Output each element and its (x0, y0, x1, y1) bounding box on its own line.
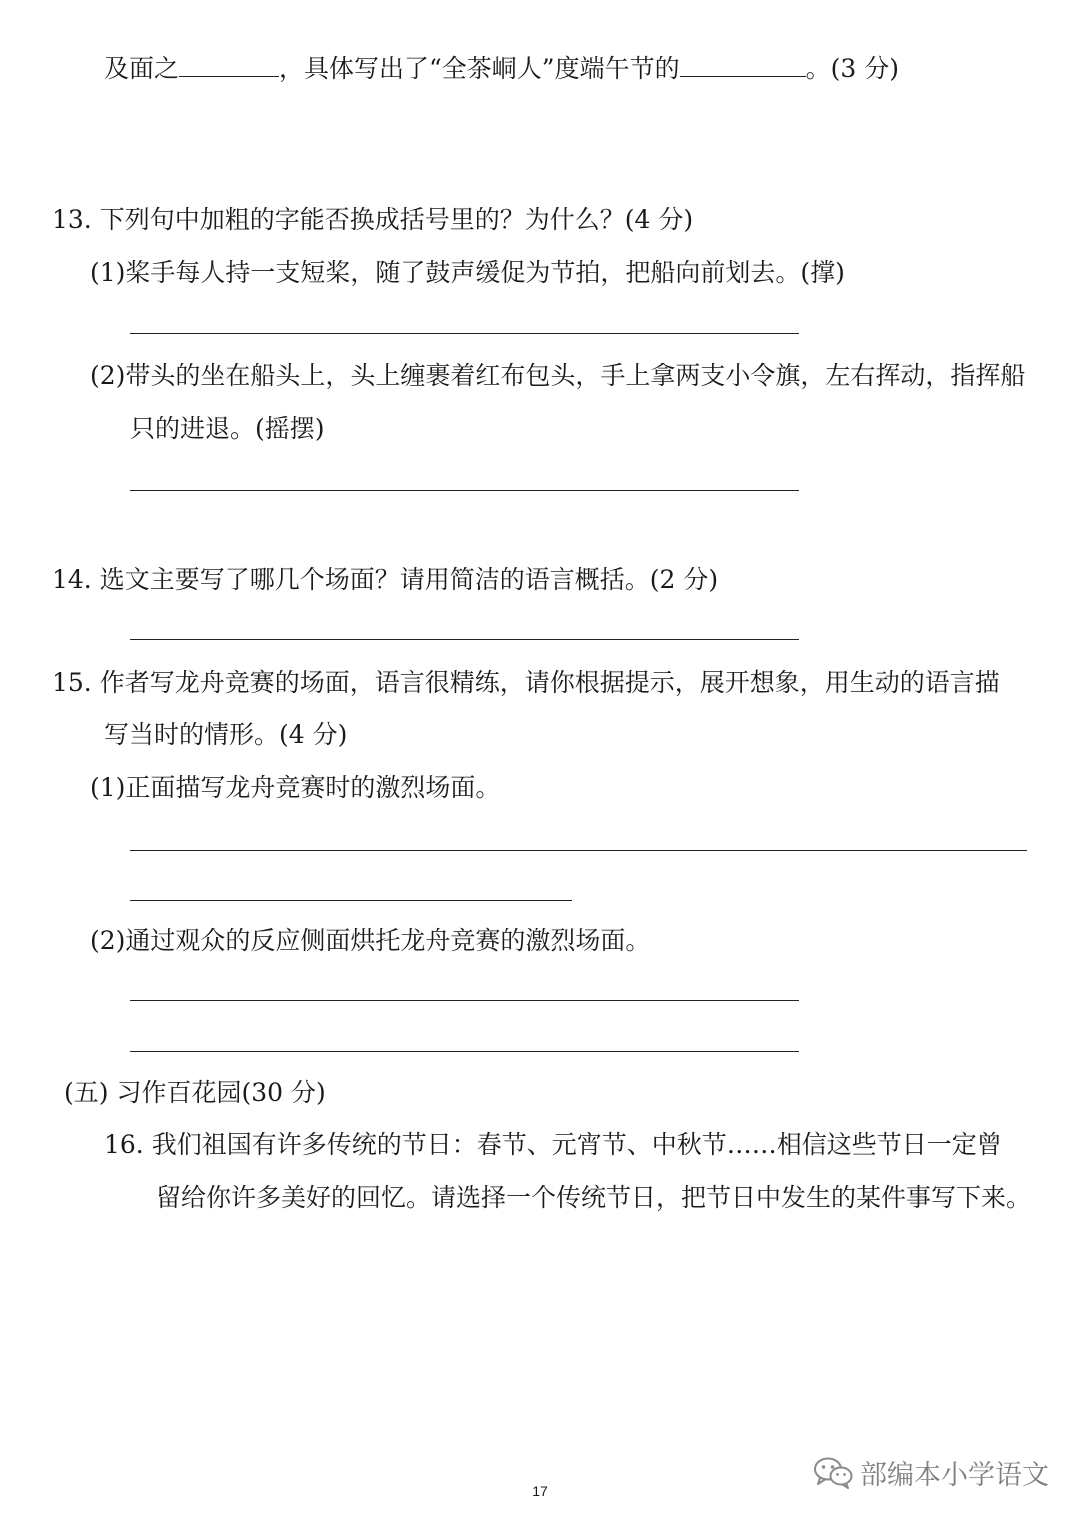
question-13-item-1: (1)桨手每人持一支短桨，随了鼓声缓促为节拍，把船向前划去。(撑) (90, 258, 845, 287)
answer-line[interactable] (130, 850, 1027, 851)
question-15-prompt: 15. 作者写龙舟竞赛的场面，语言很精练，请你根据提示，展开想象，用生动的语言描 (52, 668, 1000, 697)
text-fragment: ，具体写出了“全茶峒人”度端午节的 (279, 54, 680, 83)
text-fragment: 。(3 分) (805, 54, 899, 83)
question-16-prompt: 16. 我们祖国有许多传统的节日：春节、元宵节、中秋节……相信这些节日一定曾 (104, 1130, 1002, 1159)
question-15-prompt-cont: 写当时的情形。(4 分) (104, 720, 348, 749)
page-number: 17 (532, 1483, 548, 1499)
answer-line[interactable] (130, 1000, 799, 1001)
question-14-prompt: 14. 选文主要写了哪几个场面？请用简洁的语言概括。(2 分) (52, 565, 719, 594)
answer-line[interactable] (130, 490, 799, 491)
question-16-prompt-cont: 留给你许多美好的回忆。请选择一个传统节日，把节日中发生的某件事写下来。 (156, 1183, 1032, 1212)
question-15-item-2: (2)通过观众的反应侧面烘托龙舟竞赛的激烈场面。 (90, 926, 651, 955)
answer-line[interactable] (130, 1051, 799, 1052)
answer-line-row-1 (104, 52, 899, 86)
question-15-item-1: (1)正面描写龙舟竞赛时的激烈场面。 (90, 773, 501, 802)
question-13-item-2: (2)带头的坐在船头上，头上缠裹着红布包头，手上拿两支小令旗，左右挥动，指挥船 (90, 361, 1026, 390)
wechat-icon (812, 1455, 854, 1489)
answer-line[interactable] (130, 900, 572, 901)
answer-line[interactable] (130, 333, 799, 334)
watermark-text: 部编本小学语文 (860, 1459, 1049, 1491)
fill-in-blank[interactable] (179, 54, 279, 77)
answer-line[interactable] (130, 639, 799, 640)
section-5-heading: (五) 习作百花园(30 分) (64, 1078, 326, 1107)
question-13-prompt: 13. 下列句中加粗的字能否换成括号里的？为什么？(4 分) (52, 205, 694, 234)
watermark (812, 1452, 1049, 1492)
question-13-item-2-cont: 只的进退。(摇摆) (130, 414, 325, 443)
text-fragment: 及面之 (104, 54, 180, 83)
fill-in-blank[interactable] (680, 54, 806, 77)
